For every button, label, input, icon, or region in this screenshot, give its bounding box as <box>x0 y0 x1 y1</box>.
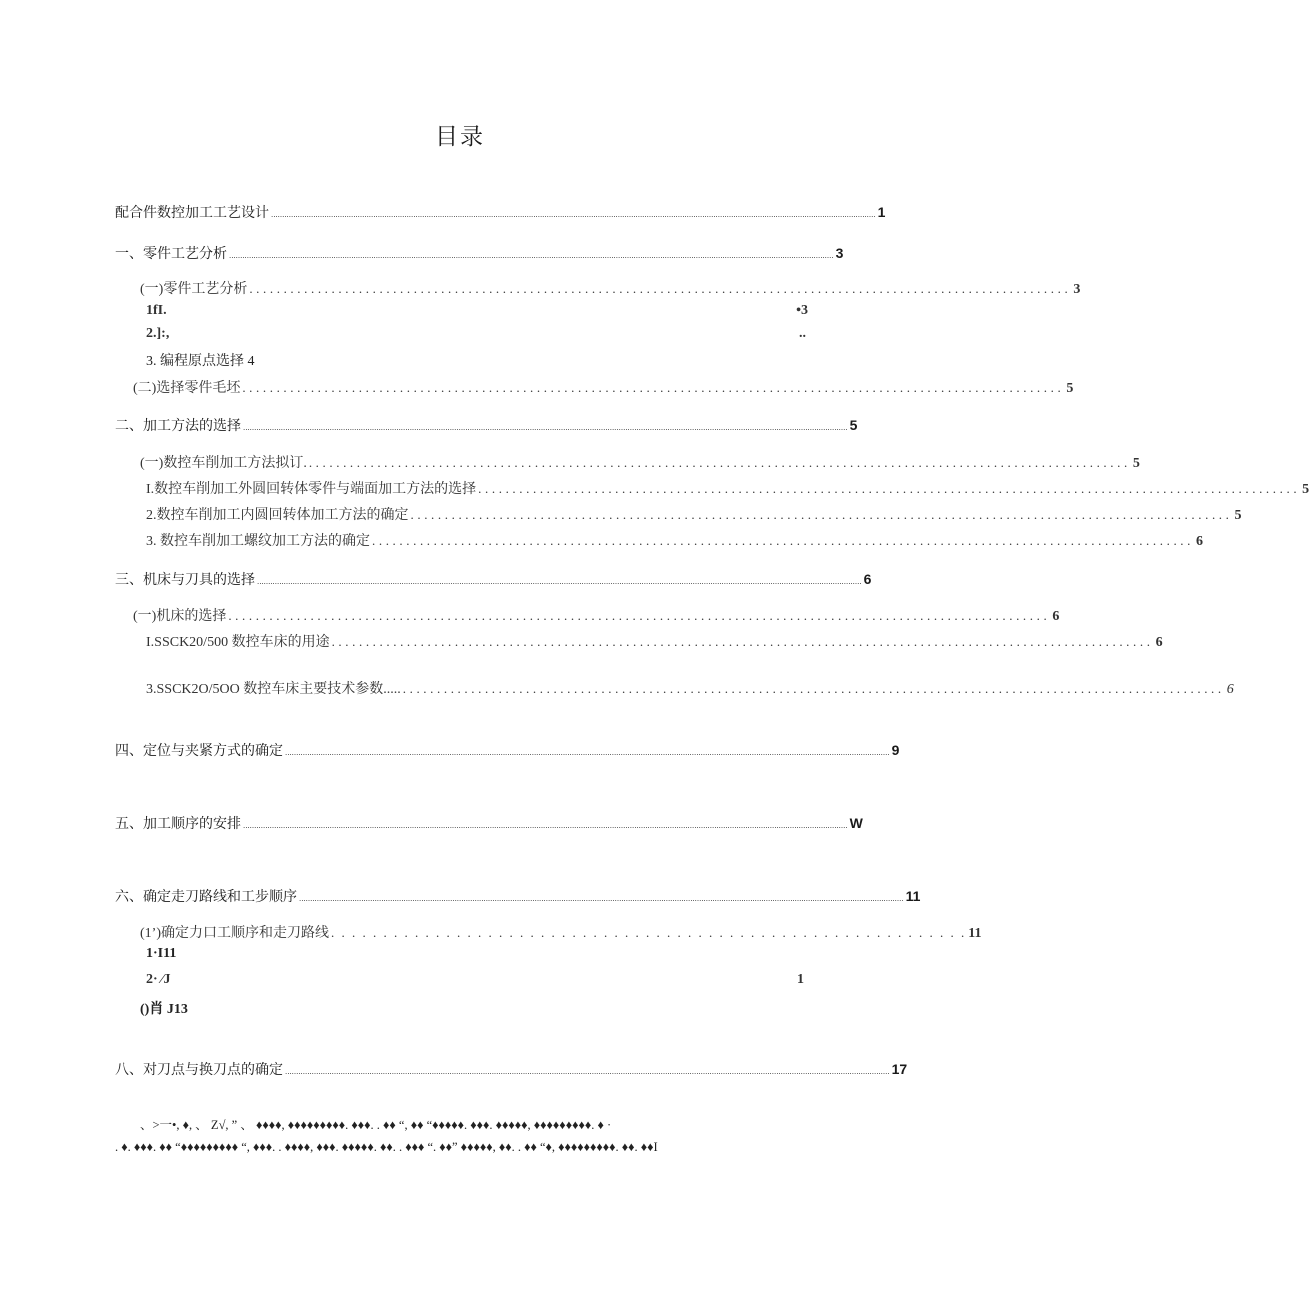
toc-entry-2-1[interactable] <box>140 452 1140 472</box>
toc-entry-2-1-1[interactable] <box>146 478 1309 498</box>
toc-entry-section-3[interactable] <box>115 569 872 589</box>
toc-entry-1-1-3[interactable]: 3. 编程原点选择 4 <box>146 354 255 369</box>
toc-entry-design[interactable] <box>115 202 886 222</box>
toc-entry-3-1-3[interactable] <box>146 678 1234 698</box>
toc-entry-1-2[interactable] <box>133 377 1074 397</box>
toc-leader: ........................................................................................................................ <box>410 507 1233 522</box>
toc-leader: ................................................................................................................................................................................................................................................................................ <box>299 894 904 903</box>
toc-entry-section-5[interactable] <box>115 813 863 833</box>
page-title: 目录 <box>435 124 485 150</box>
toc-label: (一)零件工艺分析 <box>140 282 248 297</box>
toc-leader: ........................................................................................................................ <box>242 380 1065 395</box>
toc-leader: ................................................................................................................................................................................................................................................................................ <box>257 577 862 586</box>
toc-leader: ................................................................................................................................................................................................................................................................................ <box>243 423 848 432</box>
toc-entry-1-1-1[interactable] <box>146 303 808 319</box>
toc-leader: . . . . . . . . . . . . . . . . . . . . . . . . . . . . . . . . . . . . . . . . . . . . . . . . . . . . . . . . . . . . . <box>331 925 967 940</box>
toc-label: (二)选择零件毛坯 <box>133 381 241 396</box>
toc-page: 5 <box>1234 508 1242 523</box>
toc-page: .. <box>799 326 806 341</box>
toc-page: 3 <box>1073 282 1081 297</box>
toc-label: 八、对刀点与换刀点的确定 <box>115 1061 283 1077</box>
toc-label: (一)数控车削加工方法拟订. <box>140 456 307 471</box>
toc-entry-6-2[interactable]: ()肖 J13 <box>140 1002 188 1017</box>
toc-label: 配合件数控加工工艺设计 <box>115 204 269 220</box>
toc-label: 四、定位与夹紧方式的确定 <box>115 742 283 758</box>
toc-label: 五、加工顺序的安排 <box>115 815 241 831</box>
toc-entry-1-1-2[interactable] <box>146 326 806 342</box>
toc-label: 1fI. <box>146 303 167 318</box>
garbled-text-line-1: 、>一•, ♦, 、 Z√, ” 、 ♦♦♦♦, ♦♦♦♦♦♦♦♦♦. ♦♦♦. . ♦♦ “, ♦♦ “♦♦♦♦♦. ♦♦♦. ♦♦♦♦♦, ♦♦♦♦♦♦♦♦♦. ♦ · <box>140 1118 612 1132</box>
toc-label: 二、加工方法的选择 <box>115 417 241 433</box>
toc-label: 3. 数控车削加工螺纹加工方法的确定 <box>146 534 370 549</box>
toc-leader: ........................................................................................................................ <box>331 634 1154 649</box>
toc-page: 5 <box>1132 456 1140 471</box>
toc-page: 5 <box>1066 381 1074 396</box>
toc-page: 6 <box>1155 635 1163 650</box>
toc-label: I.数控车削加工外圆回转体零件与端面加工方法的选择 <box>146 482 477 497</box>
toc-label: I.SSCK20/500 数控车床的用途 <box>146 635 330 650</box>
toc-page: 11 <box>968 926 982 941</box>
toc-entry-6-1-1[interactable]: 1·I11 <box>146 946 177 961</box>
toc-entry-3-1[interactable] <box>133 605 1060 625</box>
toc-leader: ........................................................................................................................ <box>228 608 1051 623</box>
toc-page: 6 <box>1226 682 1234 697</box>
toc-page: 11 <box>905 888 921 904</box>
toc-page: 1 <box>797 972 804 987</box>
toc-page: 5 <box>849 417 858 433</box>
toc-page: 6 <box>1052 609 1060 624</box>
toc-label: 2.数控车削加工内圆回转体加工方法的确定 <box>146 508 409 523</box>
toc-label: 3.SSCK2O/5OO 数控车床主要技术参数..... <box>146 682 401 697</box>
toc-leader: ................................................................................................................................................................................................................................................................................ <box>229 251 834 260</box>
toc-leader: ........................................................................................................................ <box>478 481 1301 496</box>
toc-leader: ........................................................................................................................ <box>372 533 1194 548</box>
toc-leader: ........................................................................................................................ <box>308 455 1131 470</box>
toc-entry-6-1-2[interactable] <box>146 972 804 988</box>
toc-page: 9 <box>891 742 900 758</box>
toc-label: 六、确定走刀路线和工步顺序 <box>115 888 297 904</box>
toc-leader: ................................................................................................................................................................................................................................................................................ <box>271 210 876 219</box>
toc-label: 三、机床与刀具的选择 <box>115 571 255 587</box>
toc-entry-section-2[interactable] <box>115 415 858 435</box>
toc-page: 6 <box>863 571 872 587</box>
toc-entry-section-1[interactable] <box>115 243 844 263</box>
toc-page: 6 <box>1196 534 1203 549</box>
toc-leader: ................................................................................................................................................................................................................................................................................ <box>285 748 890 757</box>
toc-label: 2.]:, <box>146 326 170 341</box>
toc-page: W <box>849 815 863 831</box>
toc-leader: ................................................................................................................................................................................................................................................................................ <box>285 1067 890 1076</box>
toc-leader: ................................................................................................................................................................................................................................................................................ <box>243 821 848 830</box>
toc-label: 2· ⁄J <box>146 972 171 987</box>
toc-page: 1 <box>877 204 886 220</box>
toc-leader: ........................................................................................................................ <box>249 281 1072 296</box>
toc-page: 5 <box>1302 482 1309 497</box>
toc-label: (一)机床的选择 <box>133 609 227 624</box>
toc-entry-section-4[interactable] <box>115 740 900 760</box>
toc-label: (1’)确定力口工顺序和走刀路线 <box>140 926 329 941</box>
toc-leader: ........................................................................................................................ <box>402 681 1225 696</box>
toc-entry-3-1-1[interactable] <box>146 631 1163 651</box>
toc-entry-2-1-3[interactable] <box>146 530 1203 550</box>
toc-page: •3 <box>796 303 808 318</box>
toc-entry-section-6[interactable] <box>115 886 921 906</box>
toc-page: 17 <box>891 1061 908 1077</box>
garbled-text-line-2: . ♦. ♦♦♦. ♦♦ “♦♦♦♦♦♦♦♦♦ “, ♦♦♦. . ♦♦♦♦, ♦♦♦. ♦♦♦♦♦. ♦♦. . ♦♦♦ “. ♦♦” ♦♦♦♦♦, ♦♦. . ♦♦ “♦, ♦♦♦♦♦♦♦♦♦. ♦♦. ♦♦I <box>115 1140 658 1154</box>
toc-label: 一、零件工艺分析 <box>115 245 227 261</box>
toc-entry-1-1[interactable] <box>140 278 1081 298</box>
toc-entry-2-1-2[interactable] <box>146 504 1242 524</box>
toc-page: 3 <box>835 245 844 261</box>
toc-entry-6-1[interactable] <box>140 922 982 942</box>
toc-entry-section-8[interactable] <box>115 1059 908 1079</box>
